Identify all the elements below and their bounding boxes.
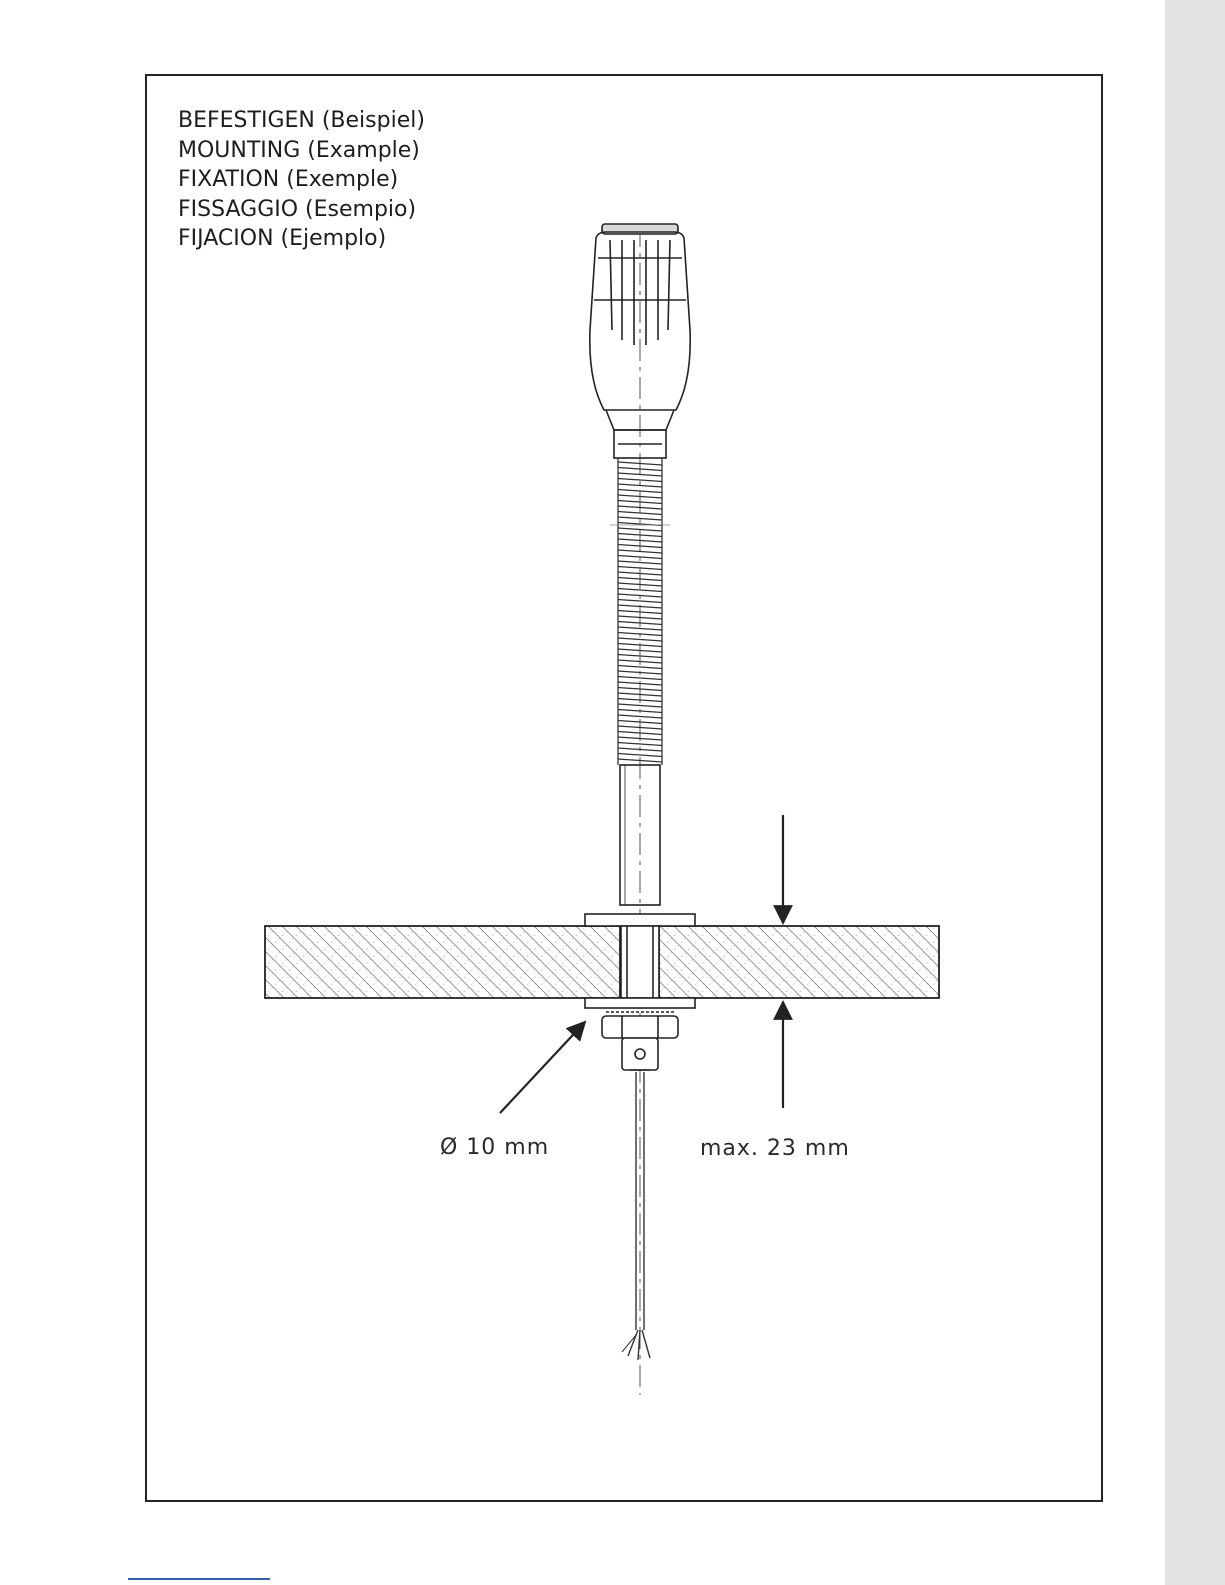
title-spanish: FIJACION (Ejemplo) [178,226,387,251]
title-german: BEFESTIGEN (Beispiel) [178,108,425,133]
title-english: MOUNTING (Example) [178,137,420,163]
title-french: FIXATION (Exemple) [178,167,399,192]
max-thickness-label: max. 23 mm [700,1136,850,1161]
threaded-shaft [621,926,659,998]
cable-connector [622,1038,658,1070]
hole-diameter-label: Ø 10 mm [440,1135,550,1160]
mounting-panel [265,926,939,998]
upper-washer [585,914,695,926]
cable [622,1072,650,1360]
washer-and-nut [585,998,695,1038]
title-italian: FISSAGGIO (Esempio) [178,196,417,222]
hole-diameter-arrow [500,1022,585,1113]
